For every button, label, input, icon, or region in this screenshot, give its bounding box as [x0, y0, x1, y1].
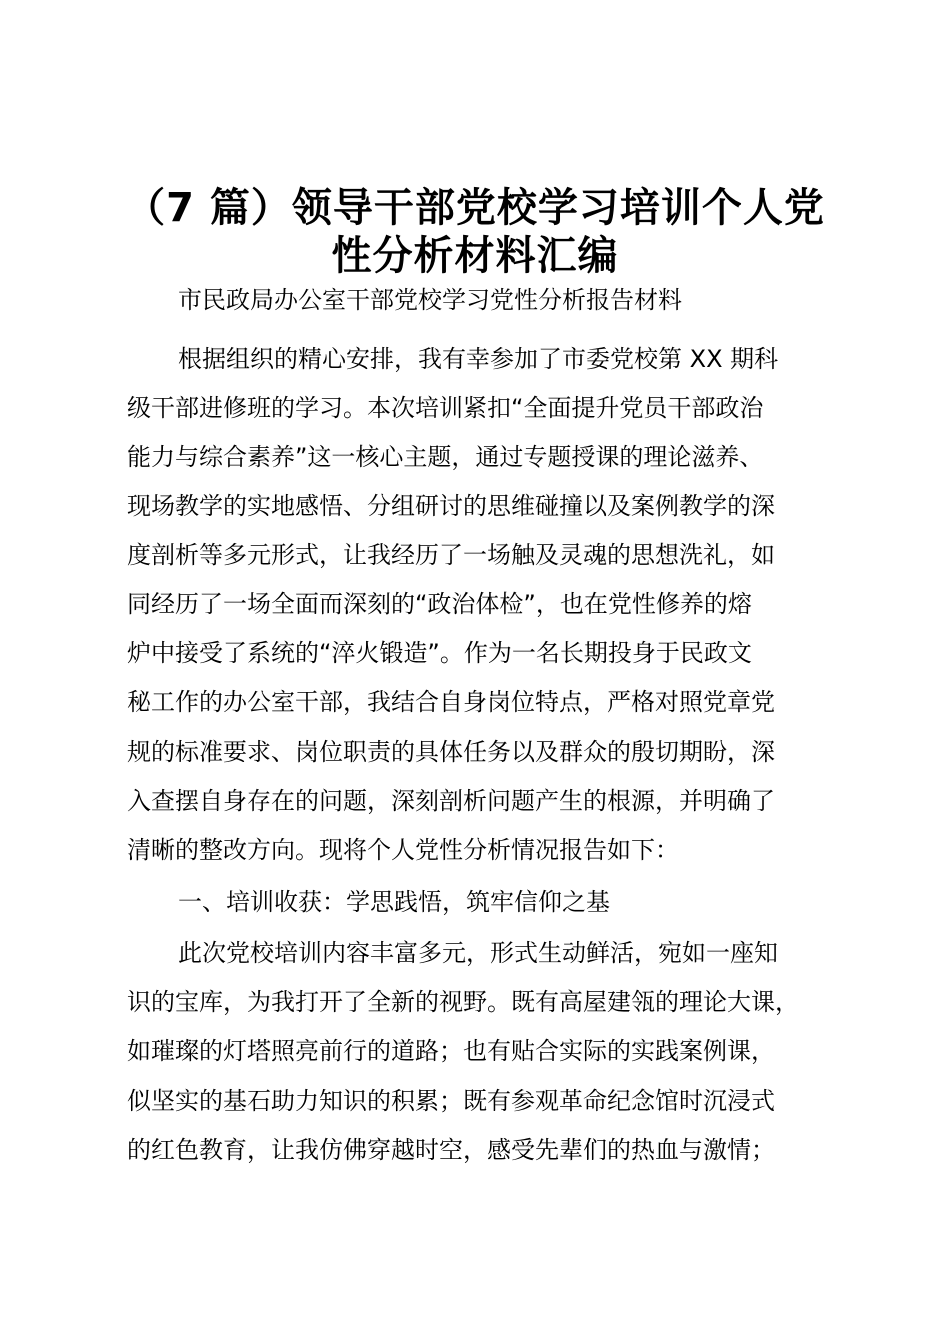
- paragraph-1-line: 同经历了一场全面而深刻的“政治体检”，也在党性修养的熔: [127, 590, 752, 618]
- paragraph-1-line: 炉中接受了系统的“淬火锻造”。作为一名长期投身于民政文: [127, 639, 752, 667]
- paragraph-2-line: 的红色教育，让我仿佛穿越时空，感受先辈们的热血与激情；: [127, 1136, 775, 1164]
- paragraph-1-line: 能力与综合素养”这一核心主题，通过专题授课的理论滋养、: [127, 443, 764, 471]
- paragraph-1-line: 规的标准要求、岗位职责的具体任务以及群众的殷切期盼，深: [127, 738, 775, 766]
- document-title-line-1: （7 篇）领导干部党校学习培训个人党: [125, 185, 825, 231]
- paragraph-1-line: 现场教学的实地感悟、分组研讨的思维碰撞以及案例教学的深: [127, 492, 775, 520]
- paragraph-2-line: 此次党校培训内容丰富多元，形式生动鲜活，宛如一座知: [178, 939, 778, 967]
- paragraph-2-line: 识的宝库，为我打开了全新的视野。既有高屋建瓴的理论大课，: [127, 988, 799, 1016]
- paragraph-1-line: 清晰的整改方向。现将个人党性分析情况报告如下：: [127, 836, 679, 864]
- paragraph-1-line: 级干部进修班的学习。本次培训紧扣“全面提升党员干部政治: [127, 394, 764, 422]
- document-subtitle: 市民政局办公室干部党校学习党性分析报告材料: [178, 286, 682, 314]
- paragraph-1-line: 根据组织的精心安排，我有幸参加了市委党校第 XX 期科: [178, 345, 779, 373]
- paragraph-2-line: 似坚实的基石助力知识的积累；既有参观革命纪念馆时沉浸式: [127, 1087, 775, 1115]
- paragraph-2-line: 如璀璨的灯塔照亮前行的道路；也有贴合实际的实践案例课，: [127, 1037, 775, 1065]
- section-1-heading: 一、培训收获：学思践悟，筑牢信仰之基: [178, 888, 610, 916]
- paragraph-1-line: 入查摆自身存在的问题，深刻剖析问题产生的根源，并明确了: [127, 787, 775, 815]
- paragraph-1-line: 度剖析等多元形式，让我经历了一场触及灵魂的思想洗礼，如: [127, 541, 775, 569]
- document-title-line-2: 性分析材料汇编: [331, 233, 619, 279]
- paragraph-1-line: 秘工作的办公室干部，我结合自身岗位特点，严格对照党章党: [127, 688, 775, 716]
